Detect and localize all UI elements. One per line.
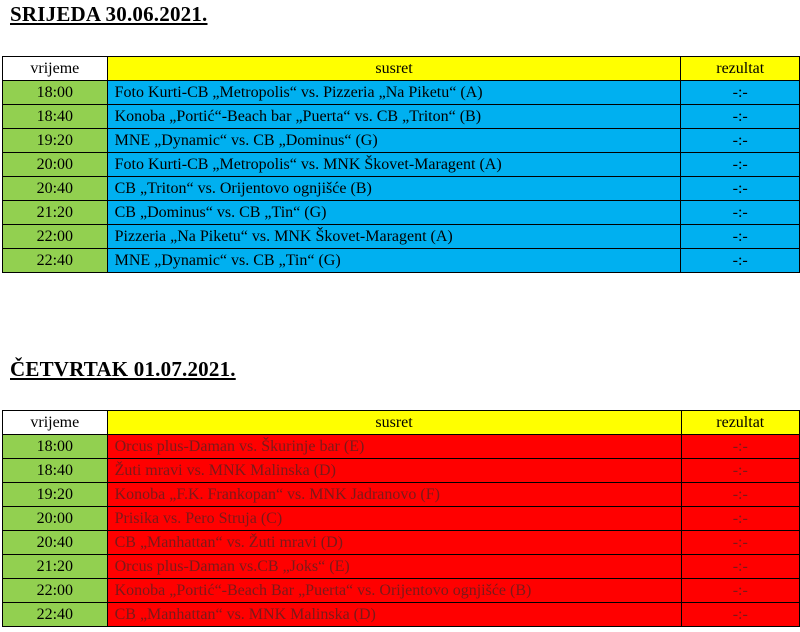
match-time: 21:20	[3, 201, 108, 225]
table-row	[3, 249, 800, 273]
match-teams: CB „Manhattan“ vs. Žuti mravi (D)	[107, 531, 681, 555]
match-result: -:-	[681, 81, 800, 105]
table-row	[3, 555, 800, 579]
match-teams: CB „Manhattan“ vs. MNK Malinska (D)	[107, 603, 681, 627]
table-row	[3, 129, 800, 153]
table-row	[3, 177, 800, 201]
header-match: susret	[107, 411, 681, 435]
match-result: -:-	[681, 507, 800, 531]
match-teams: Pizzeria „Na Piketu“ vs. MNK Škovet-Maragent (A)	[107, 225, 681, 249]
table-row	[3, 531, 800, 555]
match-teams: Žuti mravi vs. MNK Malinska (D)	[107, 459, 681, 483]
match-result: -:-	[681, 249, 800, 273]
table-row	[3, 459, 800, 483]
match-result: -:-	[681, 201, 800, 225]
match-result: -:-	[681, 603, 800, 627]
header-result: rezultat	[681, 411, 800, 435]
table-row	[3, 105, 800, 129]
header-match: susret	[107, 57, 681, 81]
table-row	[3, 201, 800, 225]
match-time: 20:40	[3, 531, 108, 555]
table-header-row	[3, 411, 800, 435]
header-result: rezultat	[681, 57, 800, 81]
match-teams: Orcus plus-Daman vs.CB „Joks“ (E)	[107, 555, 681, 579]
match-teams: Foto Kurti-CB „Metropolis“ vs. Pizzeria „Na Piketu“ (A)	[107, 81, 681, 105]
match-time: 18:00	[3, 81, 108, 105]
match-teams: CB „Dominus“ vs. CB „Tin“ (G)	[107, 201, 681, 225]
table-row	[3, 153, 800, 177]
match-time: 18:40	[3, 459, 108, 483]
match-teams: MNE „Dynamic“ vs. CB „Dominus“ (G)	[107, 129, 681, 153]
table-row	[3, 579, 800, 603]
table-row	[3, 225, 800, 249]
day-title-wednesday: SRIJEDA 30.06.2021.	[10, 2, 208, 26]
table-row	[3, 81, 800, 105]
table-header-row	[3, 57, 800, 81]
match-result: -:-	[681, 531, 800, 555]
match-result: -:-	[681, 225, 800, 249]
match-result: -:-	[681, 579, 800, 603]
match-teams: CB „Triton“ vs. Orijentovo ognjišće (B)	[107, 177, 681, 201]
header-time: vrijeme	[3, 57, 108, 81]
match-teams: Konoba „Portić“-Beach bar „Puerta“ vs. CB „Triton“ (B)	[107, 105, 681, 129]
match-teams: Konoba „Portić“-Beach Bar „Puerta“ vs. Orijentovo ognjišće (B)	[107, 579, 681, 603]
match-time: 21:20	[3, 555, 108, 579]
match-result: -:-	[681, 177, 800, 201]
match-time: 22:00	[3, 579, 108, 603]
table-row	[3, 603, 800, 627]
match-time: 18:40	[3, 105, 108, 129]
table-row	[3, 483, 800, 507]
table-row	[3, 435, 800, 459]
match-teams: Foto Kurti-CB „Metropolis“ vs. MNK Škovet-Maragent (A)	[107, 153, 681, 177]
match-time: 20:40	[3, 177, 108, 201]
match-result: -:-	[681, 435, 800, 459]
match-result: -:-	[681, 153, 800, 177]
match-teams: MNE „Dynamic“ vs. CB „Tin“ (G)	[107, 249, 681, 273]
match-time: 19:20	[3, 129, 108, 153]
match-result: -:-	[681, 129, 800, 153]
schedule-table-thursday	[2, 410, 800, 627]
match-result: -:-	[681, 459, 800, 483]
match-result: -:-	[681, 105, 800, 129]
match-teams: Konoba „F.K. Frankopan“ vs. MNK Jadranovo (F)	[107, 483, 681, 507]
header-time: vrijeme	[3, 411, 108, 435]
match-time: 22:40	[3, 603, 108, 627]
schedule-table-wednesday	[2, 56, 800, 273]
match-result: -:-	[681, 555, 800, 579]
match-teams: Orcus plus-Daman vs. Škurinje bar (E)	[107, 435, 681, 459]
match-time: 22:00	[3, 225, 108, 249]
match-teams: Prisika vs. Pero Struja (C)	[107, 507, 681, 531]
match-time: 22:40	[3, 249, 108, 273]
match-time: 20:00	[3, 153, 108, 177]
match-time: 18:00	[3, 435, 108, 459]
day-title-thursday: ČETVRTAK 01.07.2021.	[10, 357, 236, 381]
table-row	[3, 507, 800, 531]
match-time: 20:00	[3, 507, 108, 531]
match-result: -:-	[681, 483, 800, 507]
match-time: 19:20	[3, 483, 108, 507]
